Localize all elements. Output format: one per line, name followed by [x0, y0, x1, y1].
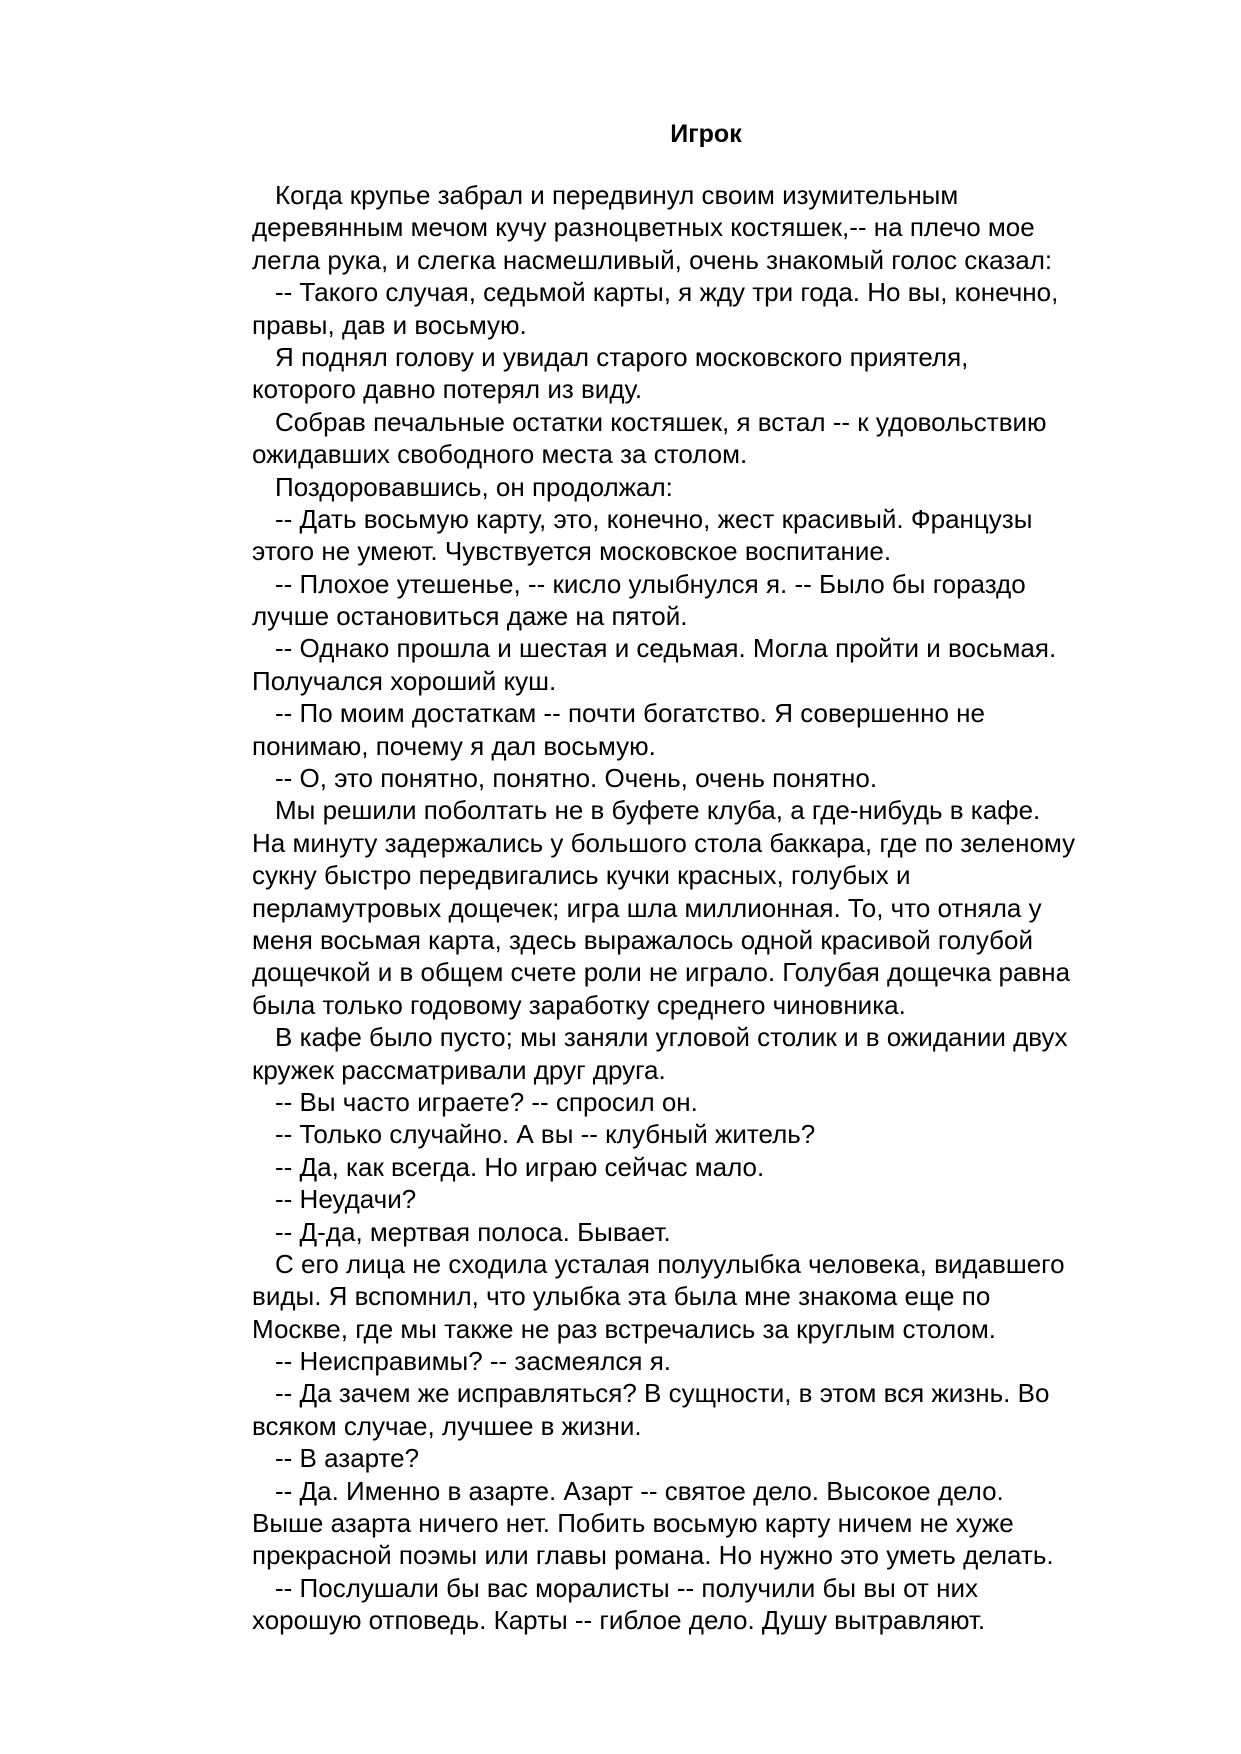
text-line: -- Только случайно. А вы -- клубный житель? [275, 1119, 816, 1150]
text-line: Собрав печальные остатки костяшек, я встал -- к удовольствию [275, 406, 1047, 437]
text-line: меня восьмая карта, здесь выражалось одной красивой голубой [252, 924, 1034, 955]
text-line: -- Вы часто играете? -- спросил он. [275, 1086, 698, 1117]
text-line: легла рука, и слегка насмешливый, очень знакомый голос сказал: [252, 244, 1053, 275]
text-line: В кафе было пусто; мы заняли угловой столик и в ожидании двух [275, 1022, 1068, 1053]
text-line: сукну быстро передвигались кучки красных, голубых и [252, 860, 911, 891]
text-line: Получался хороший куш. [252, 665, 557, 696]
text-line: -- Дать восьмую карту, это, конечно, жест красивый. Французы [275, 503, 1033, 534]
text-line: -- По моим достаткам -- почти богатство. Я совершенно не [275, 698, 985, 729]
document-title: Игрок [670, 120, 742, 148]
text-line: -- О, это понятно, понятно. Очень, очень понятно. [275, 763, 878, 794]
text-line: виды. Я вспомнил, что улыбка эта была мне знакома еще по [252, 1281, 991, 1312]
text-line: была только годовому заработку среднего чиновника. [252, 989, 906, 1020]
text-line: перламутровых дощечек; игра шла миллионная. То, что отняла у [252, 892, 1042, 923]
text-line: этого не умеют. Чувствуется московское воспитание. [252, 536, 892, 567]
text-line: -- Плохое утешенье, -- кисло улыбнулся я. -- Было бы гораздо [275, 568, 1026, 599]
text-line: -- Да. Именно в азарте. Азарт -- святое дело. Высокое дело. [275, 1475, 1004, 1506]
text-line: Выше азарта ничего нет. Побить восьмую карту ничем не хуже [252, 1508, 1014, 1539]
text-line: -- Да, как всегда. Но играю сейчас мало. [275, 1151, 765, 1182]
text-line: -- Однако прошла и шестая и седьмая. Могла пройти и восьмая. [275, 633, 1057, 664]
text-line: прекрасной поэмы или главы романа. Но нужно это уметь делать. [252, 1540, 1054, 1571]
text-line: лучше остановиться даже на пятой. [252, 601, 688, 632]
text-line: дощечкой и в общем счете роли не играло. Голубая дощечка равна [252, 957, 1071, 988]
text-line: На минуту задержались у большого стола баккара, где по зеленому [252, 827, 1076, 858]
text-line: -- Послушали бы вас моралисты -- получили бы вы от них [275, 1572, 978, 1603]
text-line: -- В азарте? [275, 1443, 420, 1474]
text-line: Когда крупье забрал и передвинул своим изумительным [275, 180, 959, 210]
document-body [252, 179, 1172, 1637]
text-line: Мы решили поболтать не в буфете клуба, а где-нибудь в кафе. [275, 795, 1041, 826]
text-line: -- Неисправимы? -- засмеялся я. [275, 1346, 671, 1377]
text-line: правы, дав и восьмую. [252, 309, 527, 340]
text-line: хорошую отповедь. Карты -- гиблое дело. Душу вытравляют. [252, 1605, 986, 1636]
text-line: Москве, где мы также не раз встречались за круглым столом. [252, 1313, 997, 1344]
text-line: -- Такого случая, седьмой карты, я жду три года. Но вы, конечно, [275, 277, 1059, 308]
text-line: всяком случае, лучшее в жизни. [252, 1410, 642, 1441]
text-line: С его лица не сходила усталая полуулыбка человека, видавшего [275, 1248, 1065, 1279]
text-line: Я поднял голову и увидал старого московского приятеля, [275, 341, 969, 372]
text-line: деревянным мечом кучу разноцветных костяшек,-- на плечо мое [252, 212, 1035, 243]
text-line: ожидавших свободного места за столом. [252, 439, 748, 470]
text-line: Поздоровавшись, он продолжал: [275, 471, 673, 502]
text-line: -- Да зачем же исправляться? В сущности, в этом вся жизнь. Во [275, 1378, 1050, 1409]
text-line: кружек рассматривали друг друга. [252, 1054, 666, 1085]
text-line: понимаю, почему я дал восьмую. [252, 730, 656, 761]
text-line: -- Д-да, мертвая полоса. Бывает. [275, 1216, 671, 1247]
text-line: -- Неудачи? [275, 1184, 417, 1215]
text-line: которого давно потерял из виду. [252, 374, 643, 405]
